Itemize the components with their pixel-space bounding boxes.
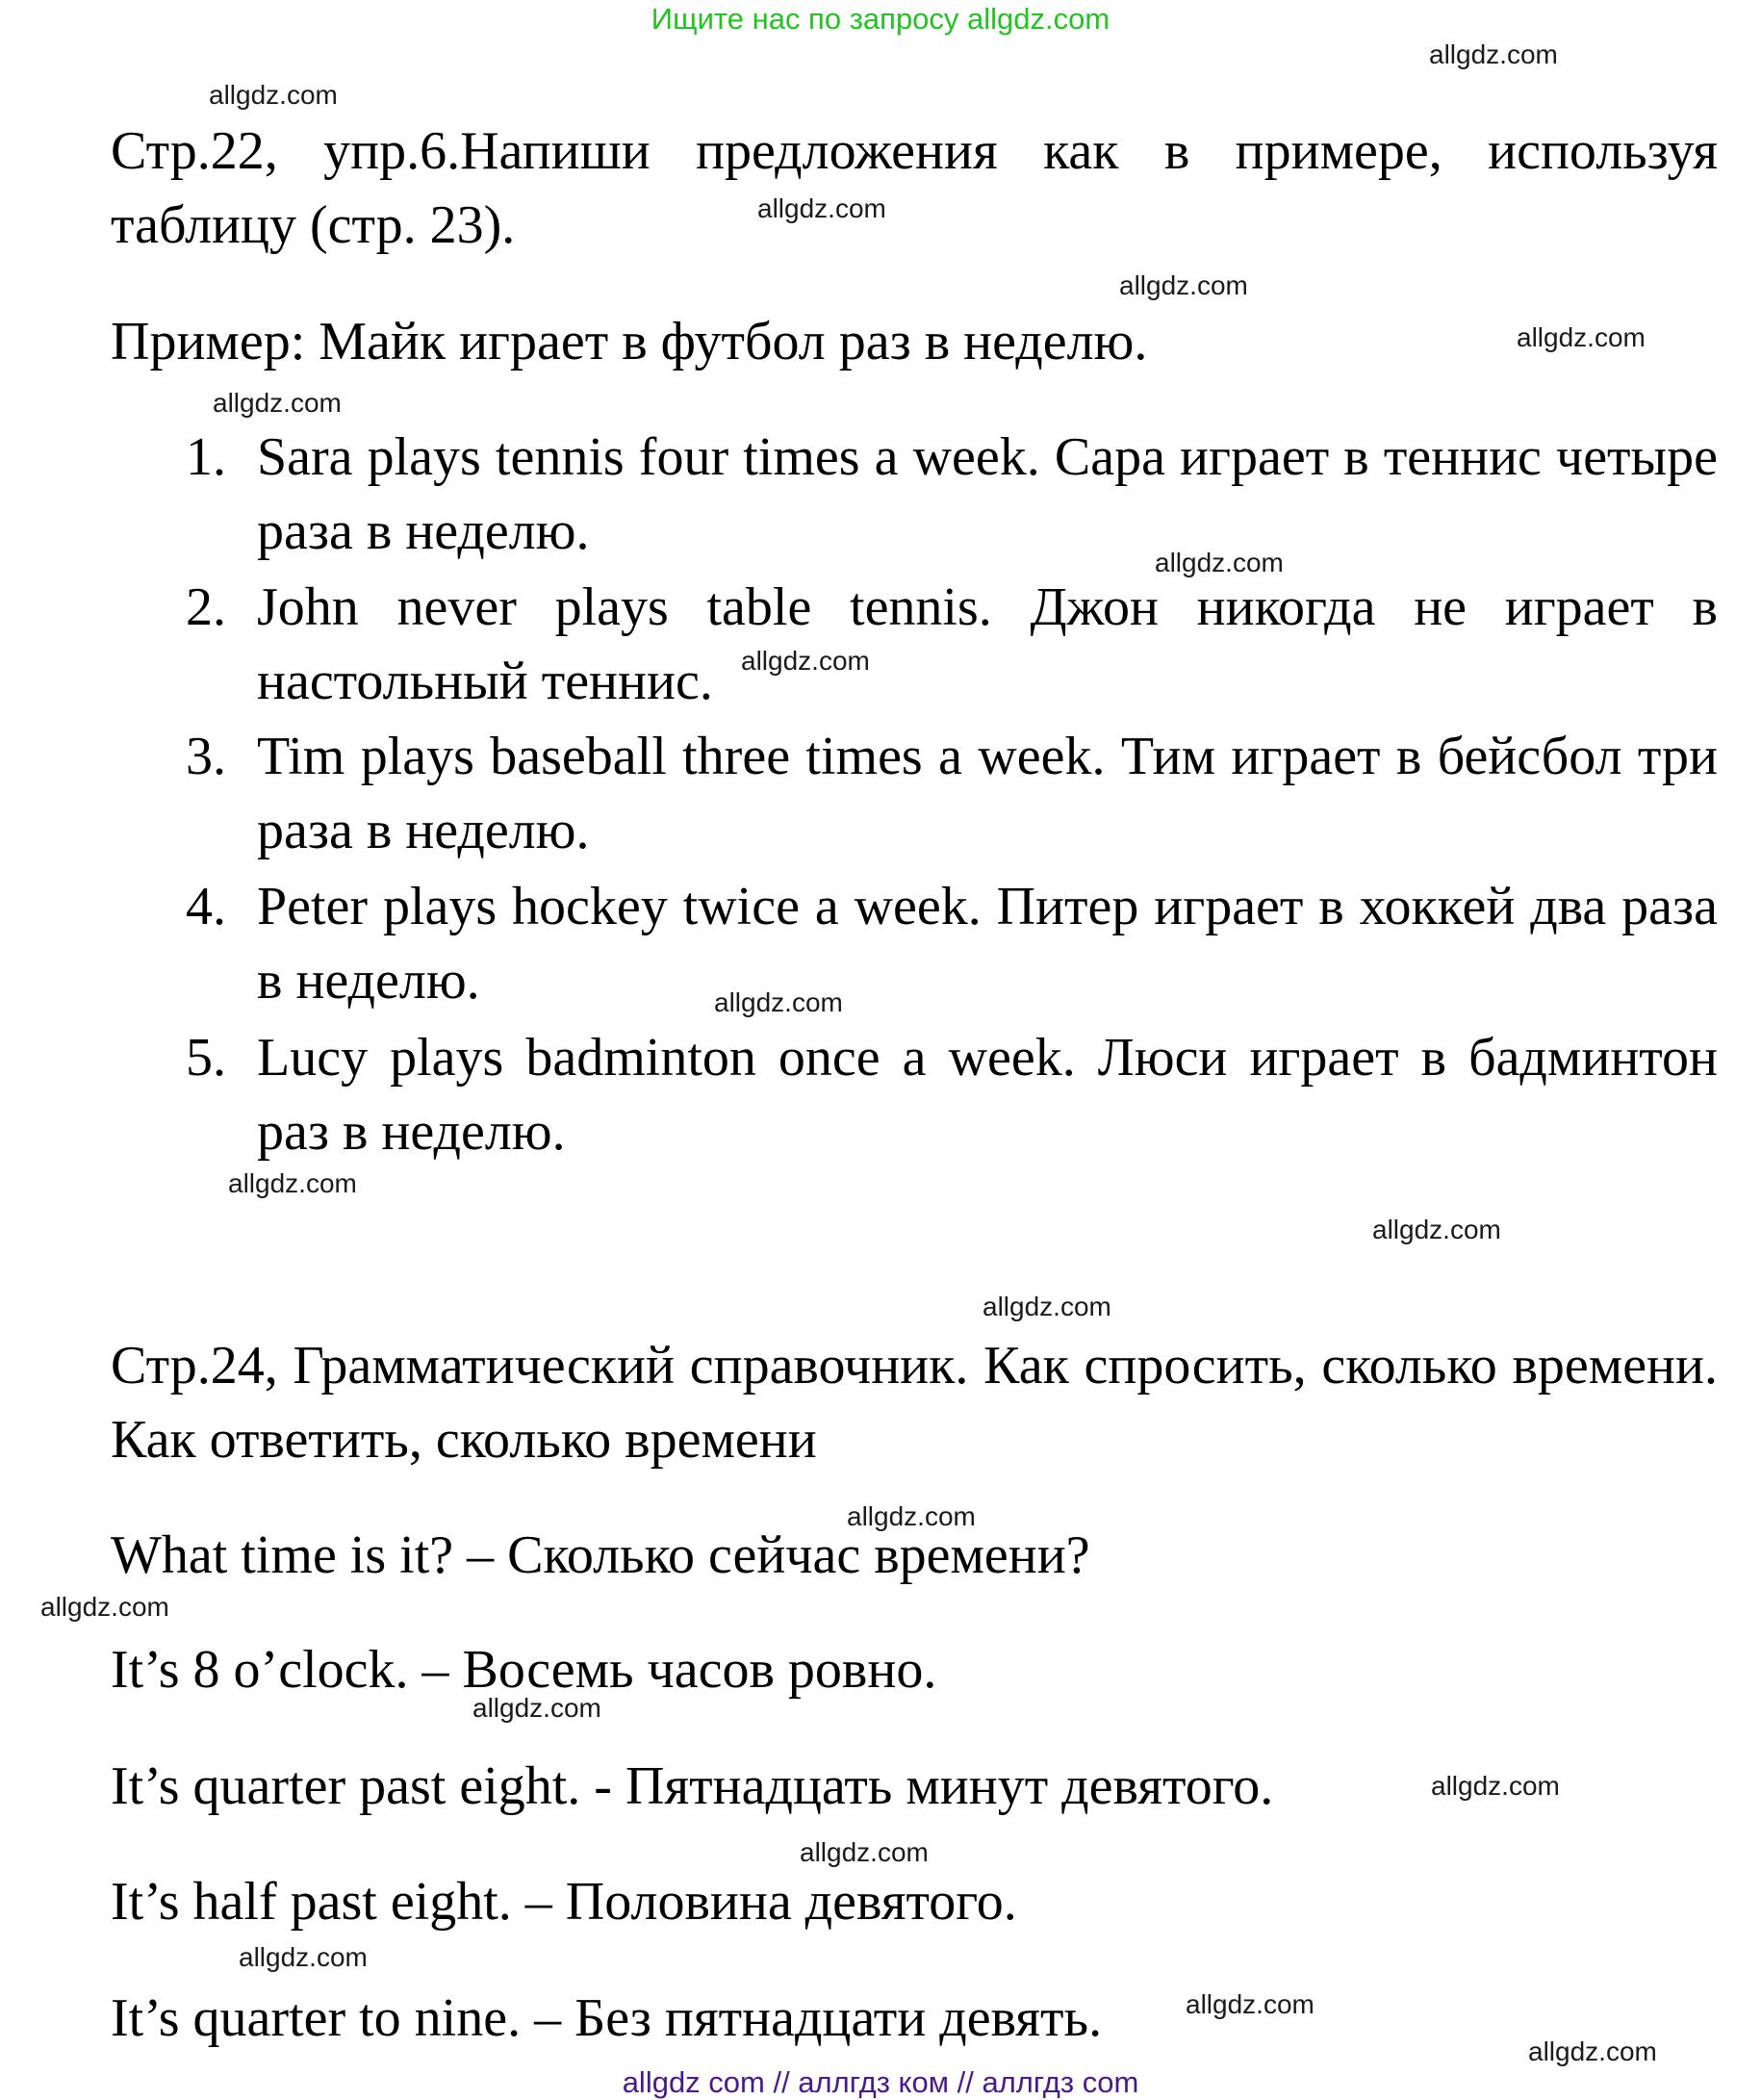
- footer-links: allgdz com // аллгдз ком // аллгдз com: [622, 2065, 1139, 2099]
- item-text: Lucy plays badminton once a week. Люси играет в бадминтон раз в неделю.: [257, 1028, 1718, 1162]
- watermark: allgdz.com: [472, 1693, 601, 1723]
- watermark: allgdz.com: [209, 80, 338, 110]
- item-text: Sara plays tennis four times a week. Сара играет в теннис четыре раза в неделю.: [257, 427, 1718, 561]
- watermark: allgdz.com: [1429, 39, 1558, 69]
- item-number: 1.: [186, 427, 226, 487]
- item-number: 5.: [186, 1028, 226, 1088]
- watermark: allgdz.com: [1431, 1771, 1560, 1801]
- watermark: allgdz.com: [239, 1942, 368, 1972]
- item-number: 2.: [186, 577, 226, 637]
- example-line: Пример: Майк играет в футбол раз в неделю.: [111, 312, 1148, 371]
- item-text: Tim plays baseball three times a week. Тим играет в бейсбол три раза в неделю.: [257, 727, 1718, 860]
- watermark: allgdz.com: [800, 1837, 929, 1867]
- grammar-heading: Стр.24, Грамматический справочник. Как спросить, сколько времени. Как ответить, сколько времени: [111, 1336, 1718, 1470]
- phrase-line: It’s quarter to nine. – Без пятнадцати девять.: [111, 1988, 1103, 2048]
- watermark: allgdz.com: [847, 1501, 976, 1531]
- item-number: 4.: [186, 877, 226, 936]
- watermark: allgdz.com: [983, 1292, 1111, 1321]
- item-text: John never plays table tennis. Джон никогда не играет в настольный теннис.: [257, 577, 1718, 711]
- watermark: allgdz.com: [1517, 322, 1646, 352]
- watermark: allgdz.com: [741, 646, 870, 676]
- phrase-line: It’s quarter past eight. - Пятнадцать минут девятого.: [111, 1756, 1274, 1816]
- watermark: allgdz.com: [1186, 1989, 1314, 2019]
- watermark: allgdz.com: [1155, 548, 1284, 577]
- phrase-line: It’s 8 o’clock. – Восемь часов ровно.: [111, 1640, 937, 1700]
- watermark: allgdz.com: [757, 193, 886, 223]
- phrase-line: What time is it? – Сколько сейчас времени?: [111, 1525, 1090, 1585]
- watermark: allgdz.com: [1528, 2036, 1657, 2066]
- watermark: allgdz.com: [228, 1168, 357, 1198]
- exercise-heading: Стр.22, упр.6.Напиши предложения как в примере, используя таблицу (стр. 23).: [111, 121, 1718, 255]
- watermark: allgdz.com: [40, 1592, 169, 1622]
- watermark: allgdz.com: [1372, 1215, 1501, 1244]
- watermark: allgdz.com: [714, 987, 843, 1017]
- item-number: 3.: [186, 727, 226, 786]
- watermark: allgdz.com: [213, 388, 342, 418]
- watermark: allgdz.com: [1119, 270, 1248, 300]
- item-text: Peter plays hockey twice a week. Питер играет в хоккей два раза в неделю.: [257, 877, 1718, 1011]
- phrase-line: It’s half past eight. – Половина девятого.: [111, 1872, 1017, 1932]
- search-banner: Ищите нас по запросу allgdz.com: [651, 2, 1110, 36]
